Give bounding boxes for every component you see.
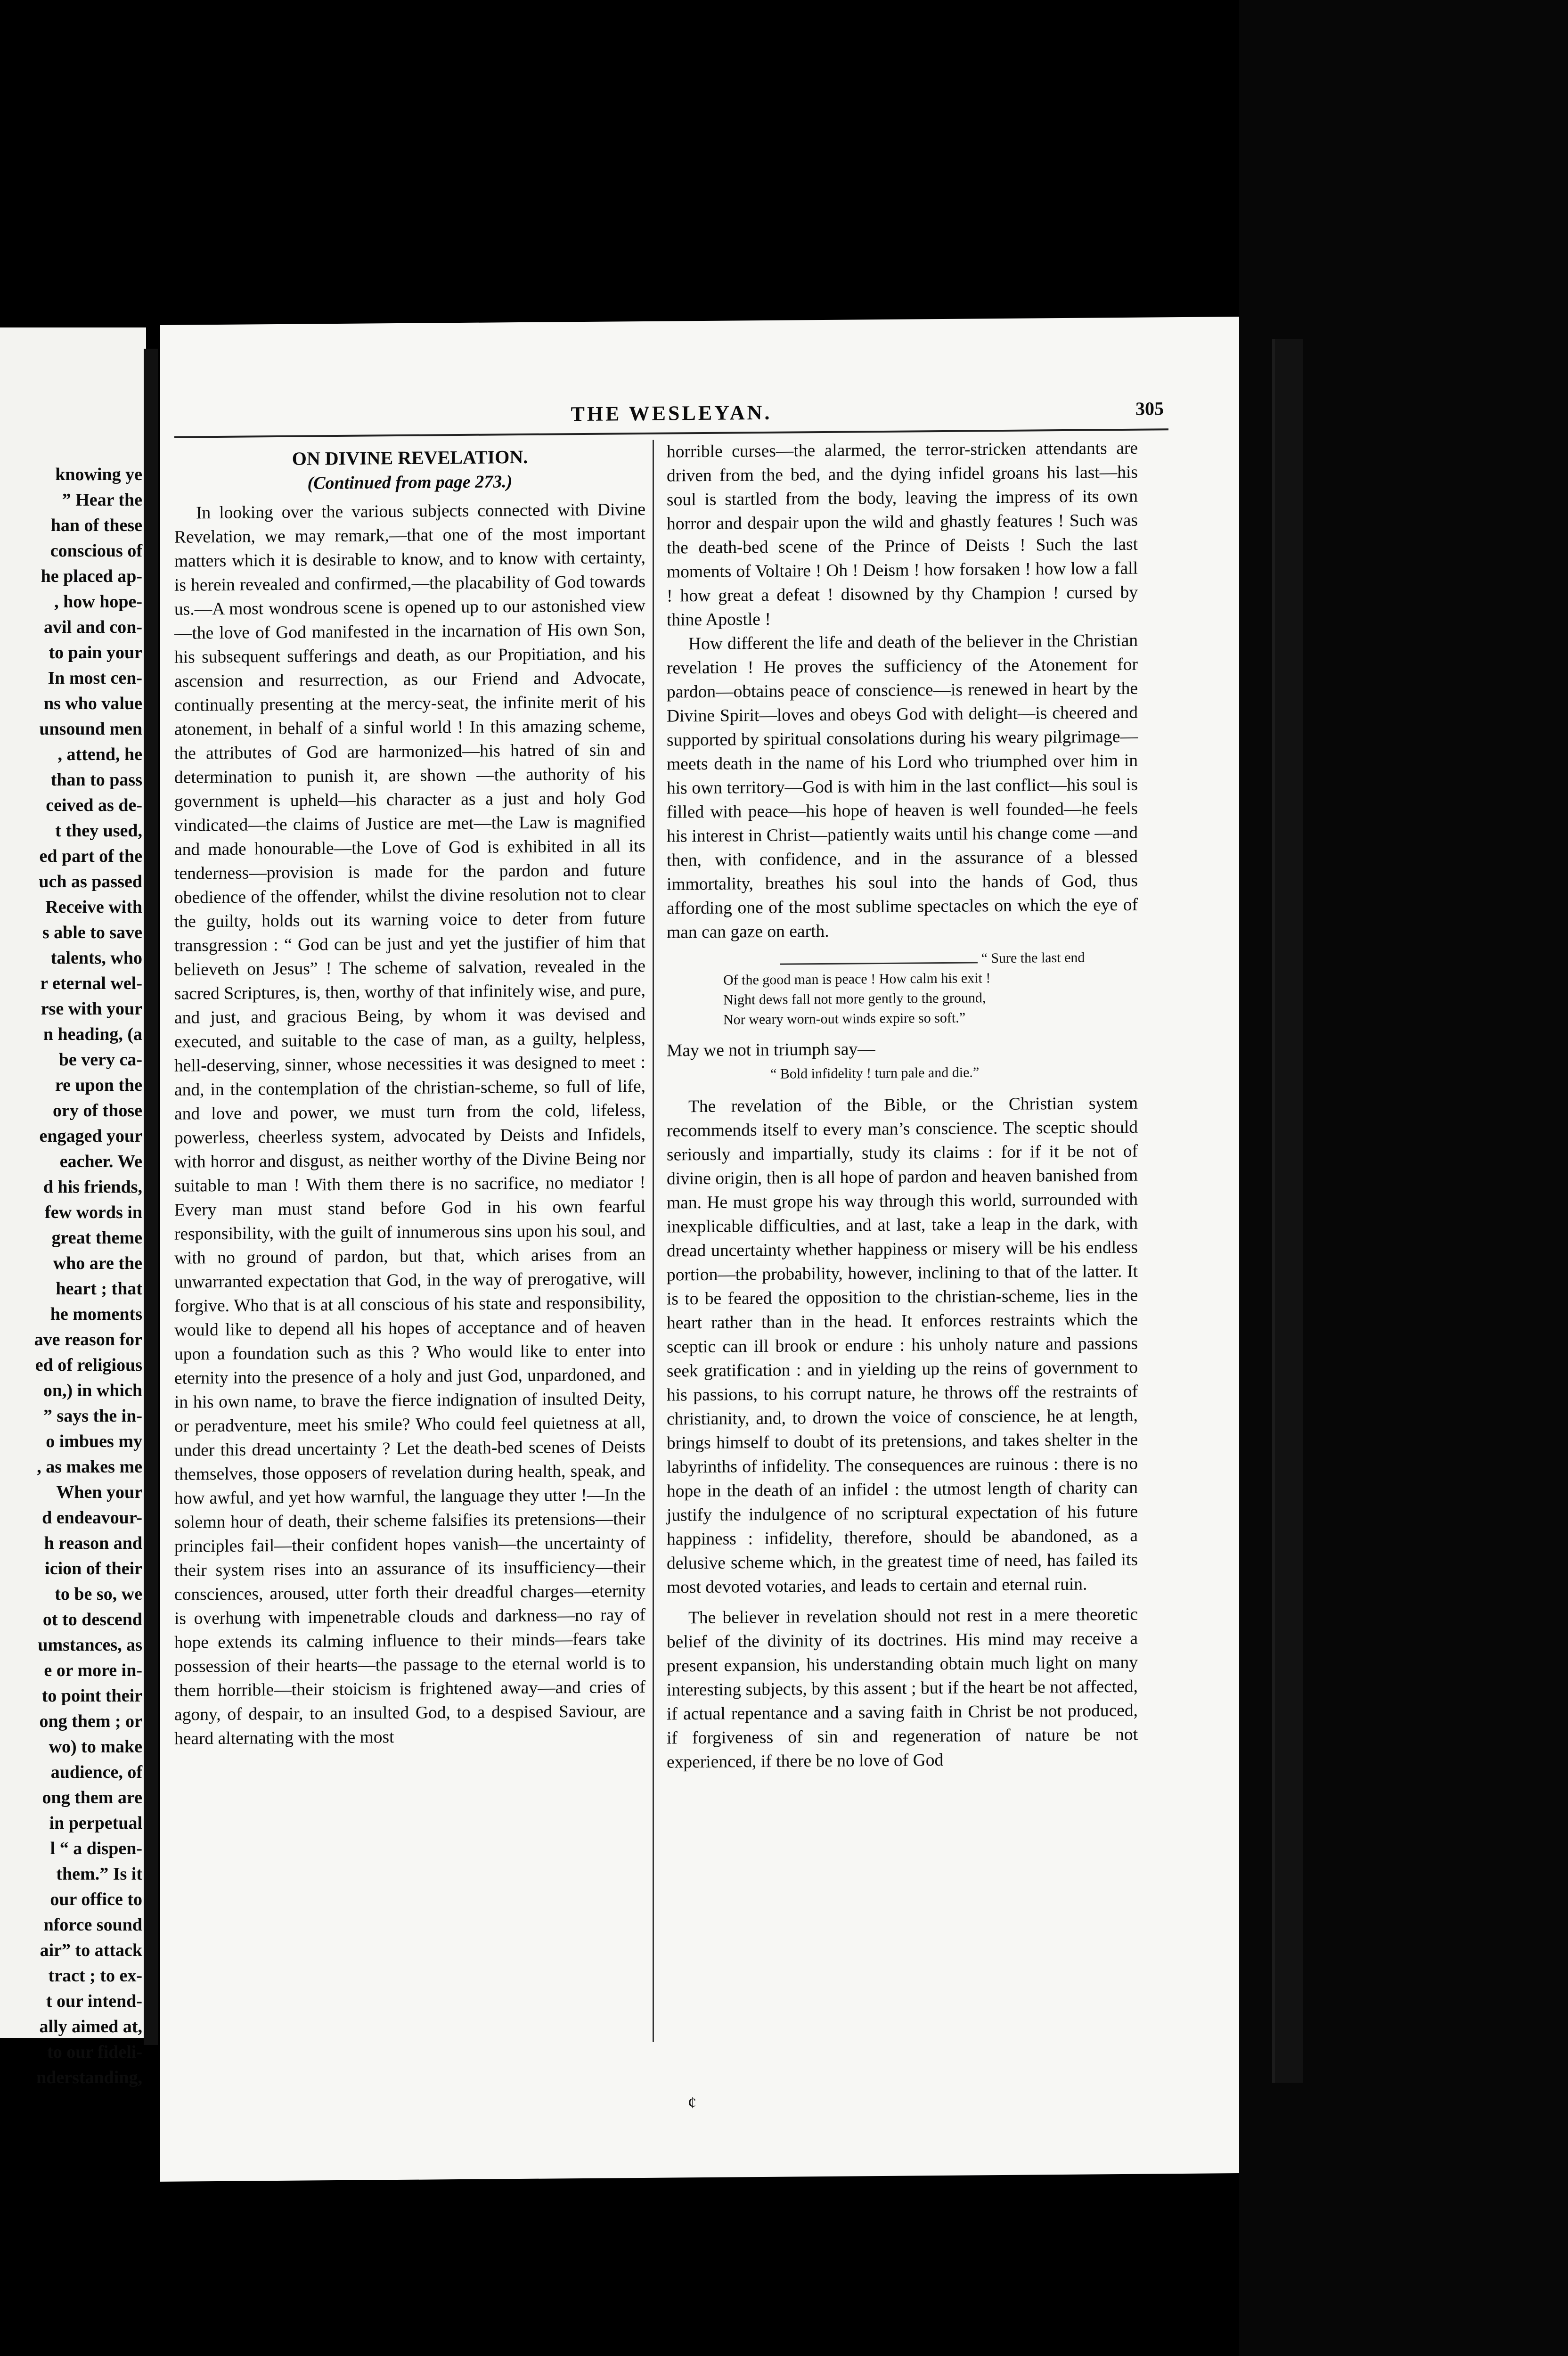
poem-rule: [780, 962, 978, 965]
fragment-line: Receive with: [45, 897, 142, 917]
fragment-line: uch as passed: [39, 872, 142, 892]
continued-note: (Continued from page 273.): [307, 472, 513, 493]
fragment-line: l “ a dispen-: [50, 1839, 142, 1858]
fragment-line: ong them ; or: [39, 1711, 142, 1731]
facing-page-fragment: [0, 327, 146, 2087]
fragment-line: ot to descend: [42, 1610, 142, 1629]
article-title: ON DIVINE REVELATION.: [292, 446, 528, 469]
fragment-line: d endeavour-: [42, 1508, 142, 1528]
fragment-line: han of these: [50, 515, 142, 535]
fragment-line: umstances, as: [38, 1635, 142, 1655]
fragment-line: ally aimed at,: [39, 2017, 142, 2037]
fragment-line: tract ; to ex-: [48, 1966, 142, 1986]
fragment-line: When your: [56, 1482, 142, 1502]
page-number: 305: [1135, 398, 1164, 419]
book-gutter: [144, 349, 158, 2045]
fragment-line: nderstanding,: [36, 2068, 142, 2087]
paragraph: How different the life and death of the believer in the Christian revelation ! He proves the sufficiency of the Atonement for pardon—obtains peace of conscience—is renewed in heart by the Divine Spirit—loves and obeys God with delight—is cheered and supported by spiritual consolations during his weary pilgrimage—meets death in the name of his Lord who triumphed over him in his own territory—God is with him in the last conflict—his soul is filled with peace—his hope of heaven is well founded—he feels his interest in Christ—patiently waits until his change come —and then, with confidence, and in the assurance of a blessed immortality, breathes his soul into the hands of God, thus affording one of the most sublime spectacles on which the eye of man can gaze on earth.: [667, 630, 1138, 942]
running-title: THE WESLEYAN.: [571, 401, 772, 426]
fragment-line: ong them are: [42, 1788, 142, 1808]
fragment-line: our office to: [50, 1890, 142, 1909]
column-divider: [653, 440, 654, 2042]
fragment-line: t our intend-: [46, 1991, 142, 2011]
fragment-line: knowing ye: [55, 465, 142, 484]
fragment-line: d his friends,: [43, 1177, 142, 1197]
fragment-line: e or more in-: [44, 1661, 142, 1680]
fragment-line: o imbues my: [46, 1432, 142, 1451]
fragment-line: in perpetual: [49, 1813, 142, 1833]
fragment-line: on,) in which: [43, 1381, 142, 1400]
fragment-line: h reason and: [44, 1533, 142, 1553]
fragment-line: s able to save: [42, 923, 142, 942]
paragraph: May we not in triumph say—: [667, 1039, 875, 1061]
poem-line: “ Sure the last end: [723, 948, 1138, 971]
fragment-line: t they used,: [55, 821, 142, 841]
fragment-line: audience, of: [50, 1762, 142, 1782]
fragment-line: great theme: [51, 1228, 142, 1248]
paragraph: In looking over the various subjects connected with Divine Revelation, we may remark,—that one of the most important matters which it is desirable to know, and to know with certainty, is herein revealed and confirmed,—the placability of God towards us.—A most wondrous scene is opened up to our astonished view—the love of God manifested in the incarnation of His own Son, his subsequent sufferings and death, as our Propitiation, and his ascension and resurrection, as our Friend and Advocate, continually presenting at the mercy-seat, the infinite merit of his atonement, in behalf of a sinful world ! In this amazing scheme, the attributes of God are harmonized—his hatred of sin and determination to punish it, are shown —the authority of his government is upheld—his character as a just and holy God vindicated—the claims of Justice are met—the Law is magnified and made honourable—the Love of God is exhibited in all its tenderness—provision is made for the pardon and future obedience of the offender, whilst the divine resolution not to clear the guilty, holds out its warning voice to deter from future transgression : “ God can be just and yet the justifier of him that believeth on Jesus” ! The scheme of salvation, revealed in the sacred Scriptures, is, then, worthy of that infinitely wise, and pure, and just, and gracious Being, by whom it was devised and executed, and suitable to the case of man, as a guilty, helpless, hell-deserving, sinner, whose necessities it was designed to meet : and, in the contemplation of the christian-scheme, so full of life, and love and power, we must turn from the cold, lifeless, powerless, cheerless system, advocated by Deists and Infidels, with horror and disgust, as neither worthy of the Divine Being nor suitable to man ! With them there is no sacrifice, no mediator ! Every man must stand before God in his own fearful responsibility, with the guilt of innumerous sins upon his soul, and with no ground of pardon, but that, which arises from an unwarranted expectation that God, in the way of prerogative, will forgive. Who that is at all conscious of his state and responsibility, would like to depend all his hopes of acceptance and of heaven upon a foundation such as this ? Who would like to enter into eternity into the presence of a holy and just God, unpardoned, and in his own name, to brave the fierce indignation of insulted Deity, or peradventure, meet his smile? Who could feel quietness at all, under this dread uncertainty ? Let the death-bed scenes of Deists themselves, those opposers of revelation during health, speak, and how awful, and yet how warnful, the language they utter !—In the solemn hour of death, their scheme falsifies its pretensions—their principles fail—their confident hopes vanish—the uncertainty of their system rises into an assurance of its insufficiency—their consciences, aroused, utter forth their dreadful charges—eternity is overhung with impenetrable clouds and darkness—no ray of hope extends its calming influence to their minds—fears take possession of their hearts—the passage to the eternal world is to them horrible—their stoicism is frightened away—and cries of agony, of despair, to an insulted God, to a despised Saviour, are heard alternating with the most: [174, 499, 645, 1749]
paragraph: The believer in revelation should not rest in a mere theoretic belief of the divinity of its doctrines. His mind may receive a present expansion, his understanding obtain much light on many interesting subjects, by this assent ; but if the heart be not affected, if actual repentance and a saving faith in Christ be not produced, if forgiveness of sin and regeneration of nature be not experienced, if there be no love of God: [667, 1604, 1138, 1772]
column-left: [174, 440, 645, 2131]
fragment-line: talents, who: [50, 948, 142, 968]
fragment-line: In most cen-: [48, 668, 142, 688]
fragment-line: to be so, we: [55, 1584, 142, 1604]
poem-quotation: [723, 948, 1138, 1030]
fragment-line: ory of those: [53, 1101, 142, 1121]
poem-line: Night dews fall not more gently to the ground,: [723, 990, 986, 1008]
fragment-line: icion of their: [45, 1559, 142, 1579]
fragment-line: ed of religious: [35, 1355, 142, 1375]
fragment-line: few words in: [45, 1203, 142, 1222]
fragment-line: them.” Is it: [56, 1864, 142, 1884]
facing-page-text: [1, 462, 142, 2090]
quote-line: “ Bold infidelity ! turn pale and die.”: [770, 1064, 980, 1082]
fragment-line: engaged your: [39, 1126, 142, 1146]
poem-line: Nor weary worn-out winds expire so soft.”: [723, 1010, 966, 1028]
fragment-line: he placed ap-: [41, 566, 142, 586]
fragment-line: ed part of the: [39, 846, 142, 866]
fragment-line: re upon the: [55, 1075, 142, 1095]
fragment-line: air” to attack: [40, 1940, 142, 1960]
fragment-line: , as makes me: [37, 1457, 142, 1477]
fragment-line: n heading, (a: [43, 1024, 142, 1044]
fragment-line: ns who value: [43, 694, 142, 713]
fragment-line: rse with your: [41, 999, 142, 1019]
fragment-line: r eternal wel-: [40, 973, 142, 993]
fragment-line: , attend, he: [57, 744, 142, 764]
fragment-line: heart ; that: [56, 1279, 142, 1299]
fragment-line: wo) to make: [49, 1737, 142, 1757]
scan-background-right: [1239, 0, 1568, 2356]
poem-line: Of the good man is peace ! How calm his exit !: [723, 970, 991, 988]
fragment-line: to point their: [41, 1686, 142, 1706]
paragraph: horrible curses—the alarmed, the terror-stricken attendants are driven from the bed, and the dying infidel groans his last—his soul is startled from the body, leaving the impress of its own horror and despair upon the wild and ghastly features ! Such was the death-bed scene of the Prince of Deists ! Such the last moments of Voltaire ! Oh ! Deism ! how forsaken ! how low a fall ! how great a defeat ! disowned by thy Champion ! cursed by thine Apostle !: [667, 438, 1138, 630]
fragment-line: unsound men: [39, 719, 142, 739]
fragment-line: conscious of: [50, 541, 142, 561]
fragment-line: to our fideli-: [47, 2042, 142, 2062]
fragment-line: who are the: [53, 1253, 142, 1273]
book-page: [160, 317, 1239, 2182]
book-edge: [1272, 339, 1303, 2083]
paragraph: The revelation of the Bible, or the Christian system recommends itself to every man’s conscience. The sceptic should seriously and impartially, study its claims : for if it be not of divine origin, then is all hope of pardon and heaven banished from man. He must grope his way through this world, surrounded with inexplicable difficulties, and at last, take a leap in the dark, with dread uncertainty whether happiness or misery will be his endless portion—the probability, however, inclining to that of the latter. It is to be feared the opposition to the christian-scheme, lies in the heart rather than in the head. It enforces restraints which the sceptic can ill brook or endure : his unholy nature and passions seek gratification : and in yielding up the reins of government to his passions, to his corrupt nature, he throws off the restraints of christianity, and, to drown the voice of conscience, he at length, brings himself to doubt of its pretensions, and takes shelter in the labyrinths of infidelity. The consequences are ruinous : there is no hope in the death of an infidel : the utmost length of charity can justify the indulgence of no scriptural expectation of his future happiness : infidelity, therefore, should be abandoned, as a delusive scheme which, in the greatest time of need, has failed its most devoted votaries, and leads to certain and eternal ruin.: [667, 1093, 1138, 1597]
signature-mark: ¢: [688, 2093, 696, 2112]
fragment-line: ceived as de-: [46, 795, 142, 815]
fragment-line: eacher. We: [59, 1152, 142, 1171]
fragment-line: he moments: [50, 1304, 142, 1324]
fragment-line: avil and con-: [43, 617, 142, 637]
fragment-line: to pain your: [49, 643, 142, 663]
fragment-line: ” says the in-: [43, 1406, 142, 1426]
page-header: [179, 397, 1164, 433]
column-right: [667, 436, 1138, 2127]
fragment-line: , how hope-: [54, 592, 142, 612]
fragment-line: nforce sound: [43, 1915, 142, 1935]
fragment-line: than to pass: [50, 770, 142, 790]
fragment-line: be very ca-: [58, 1050, 142, 1070]
fragment-line: ave reason for: [34, 1330, 142, 1350]
fragment-line: ” Hear the: [62, 490, 142, 510]
